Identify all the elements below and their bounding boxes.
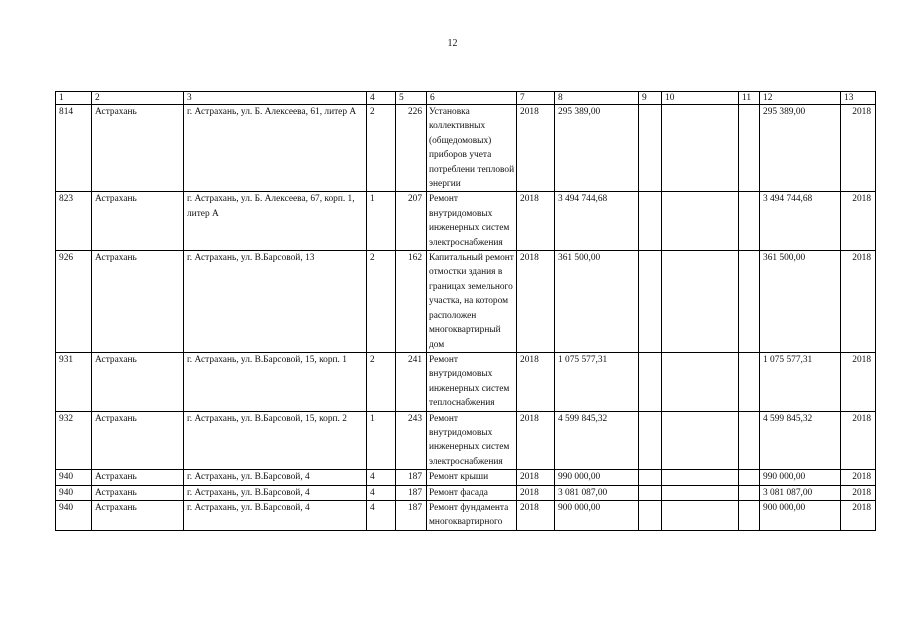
table-row xyxy=(56,105,876,192)
cell-work-type: Капитальный ремонт отмостки здания в границах земельного участка, на котором расположен многоквартирный дом xyxy=(427,251,517,353)
cell-col4: 4 xyxy=(367,470,396,485)
cell-col11 xyxy=(739,485,760,500)
header-cell: 9 xyxy=(639,92,662,105)
cell-col5: 187 xyxy=(396,470,427,485)
cell-address: г. Астрахань, ул. В.Барсовой, 4 xyxy=(184,470,367,485)
header-cell: 10 xyxy=(662,92,739,105)
cell-cost: 3 494 744,68 xyxy=(555,192,639,251)
cell-col10 xyxy=(662,251,739,353)
cell-work-type: Установка коллективных (общедомовых) приборов учета потреблени тепловой энергии xyxy=(427,105,517,192)
header-cell: 12 xyxy=(760,92,841,105)
cell-municipality: Астрахань xyxy=(92,485,184,500)
cell-work-type: Ремонт внутридомовых инженерных систем электроснабжения xyxy=(427,192,517,251)
cell-address: г. Астрахань, ул. В.Барсовой, 4 xyxy=(184,500,367,530)
cell-col5: 207 xyxy=(396,192,427,251)
cell-completion-year: 2018 xyxy=(841,105,876,192)
header-cell: 11 xyxy=(739,92,760,105)
cell-col9 xyxy=(639,251,662,353)
cell-col11 xyxy=(739,470,760,485)
header-cell: 6 xyxy=(427,92,517,105)
header-cell: 3 xyxy=(184,92,367,105)
cell-col5: 241 xyxy=(396,352,427,411)
cell-year: 2018 xyxy=(517,105,555,192)
capital-repair-table xyxy=(55,91,876,531)
cell-col9 xyxy=(639,192,662,251)
cell-address: г. Астрахань, ул. Б. Алексеева, 61, литер А xyxy=(184,105,367,192)
cell-col4: 2 xyxy=(367,352,396,411)
cell-cost: 4 599 845,32 xyxy=(555,411,639,470)
cell-year: 2018 xyxy=(517,251,555,353)
cell-total-cost: 1 075 577,31 xyxy=(760,352,841,411)
cell-cost: 295 389,00 xyxy=(555,105,639,192)
cell-municipality: Астрахань xyxy=(92,411,184,470)
cell-col11 xyxy=(739,352,760,411)
header-cell: 2 xyxy=(92,92,184,105)
cell-col10 xyxy=(662,485,739,500)
cell-col5: 162 xyxy=(396,251,427,353)
cell-work-type: Ремонт внутридомовых инженерных систем теплоснабжения xyxy=(427,352,517,411)
cell-col10 xyxy=(662,470,739,485)
cell-work-type: Ремонт крыши xyxy=(427,470,517,485)
cell-year: 2018 xyxy=(517,192,555,251)
cell-col11 xyxy=(739,192,760,251)
cell-col5: 226 xyxy=(396,105,427,192)
cell-completion-year: 2018 xyxy=(841,352,876,411)
cell-col10 xyxy=(662,105,739,192)
table-row xyxy=(56,485,876,500)
page-number: 12 xyxy=(447,38,458,49)
cell-id: 940 xyxy=(56,470,92,485)
cell-col5: 187 xyxy=(396,485,427,500)
cell-col9 xyxy=(639,470,662,485)
cell-total-cost: 3 494 744,68 xyxy=(760,192,841,251)
cell-work-type: Ремонт внутридомовых инженерных систем электроснабжения xyxy=(427,411,517,470)
cell-completion-year: 2018 xyxy=(841,251,876,353)
cell-col4: 1 xyxy=(367,192,396,251)
cell-year: 2018 xyxy=(517,352,555,411)
cell-col9 xyxy=(639,485,662,500)
cell-address: г. Астрахань, ул. В.Барсовой, 13 xyxy=(184,251,367,353)
header-cell: 5 xyxy=(396,92,427,105)
cell-municipality: Астрахань xyxy=(92,352,184,411)
cell-cost: 900 000,00 xyxy=(555,500,639,530)
cell-address: г. Астрахань, ул. Б. Алексеева, 67, корп. 1, литер А xyxy=(184,192,367,251)
cell-year: 2018 xyxy=(517,411,555,470)
cell-year: 2018 xyxy=(517,500,555,530)
cell-municipality: Астрахань xyxy=(92,105,184,192)
cell-col4: 1 xyxy=(367,411,396,470)
cell-municipality: Астрахань xyxy=(92,470,184,485)
table-row xyxy=(56,500,876,530)
header-cell: 4 xyxy=(367,92,396,105)
cell-col5: 187 xyxy=(396,500,427,530)
cell-year: 2018 xyxy=(517,485,555,500)
cell-col10 xyxy=(662,500,739,530)
cell-municipality: Астрахань xyxy=(92,500,184,530)
cell-address: г. Астрахань, ул. В.Барсовой, 4 xyxy=(184,485,367,500)
cell-col4: 2 xyxy=(367,251,396,353)
cell-municipality: Астрахань xyxy=(92,192,184,251)
cell-completion-year: 2018 xyxy=(841,500,876,530)
cell-col9 xyxy=(639,500,662,530)
cell-total-cost: 295 389,00 xyxy=(760,105,841,192)
cell-col4: 4 xyxy=(367,500,396,530)
cell-work-type: Ремонт фасада xyxy=(427,485,517,500)
header-cell: 13 xyxy=(841,92,876,105)
cell-address: г. Астрахань, ул. В.Барсовой, 15, корп. 2 xyxy=(184,411,367,470)
table-row xyxy=(56,251,876,353)
cell-col11 xyxy=(739,411,760,470)
cell-address: г. Астрахань, ул. В.Барсовой, 15, корп. 1 xyxy=(184,352,367,411)
cell-completion-year: 2018 xyxy=(841,485,876,500)
cell-id: 931 xyxy=(56,352,92,411)
cell-id: 823 xyxy=(56,192,92,251)
cell-col11 xyxy=(739,251,760,353)
cell-total-cost: 4 599 845,32 xyxy=(760,411,841,470)
cell-completion-year: 2018 xyxy=(841,470,876,485)
cell-col10 xyxy=(662,192,739,251)
cell-col5: 243 xyxy=(396,411,427,470)
table-row xyxy=(56,352,876,411)
cell-completion-year: 2018 xyxy=(841,411,876,470)
cell-cost: 1 075 577,31 xyxy=(555,352,639,411)
cell-total-cost: 361 500,00 xyxy=(760,251,841,353)
cell-cost: 990 000,00 xyxy=(555,470,639,485)
cell-id: 940 xyxy=(56,485,92,500)
cell-col11 xyxy=(739,500,760,530)
header-cell: 7 xyxy=(517,92,555,105)
cell-municipality: Астрахань xyxy=(92,251,184,353)
cell-id: 814 xyxy=(56,105,92,192)
cell-id: 932 xyxy=(56,411,92,470)
cell-col10 xyxy=(662,411,739,470)
cell-col10 xyxy=(662,352,739,411)
cell-id: 940 xyxy=(56,500,92,530)
cell-total-cost: 900 000,00 xyxy=(760,500,841,530)
table-row xyxy=(56,470,876,485)
cell-col11 xyxy=(739,105,760,192)
cell-cost: 3 081 087,00 xyxy=(555,485,639,500)
cell-cost: 361 500,00 xyxy=(555,251,639,353)
cell-total-cost: 3 081 087,00 xyxy=(760,485,841,500)
cell-completion-year: 2018 xyxy=(841,192,876,251)
cell-col9 xyxy=(639,352,662,411)
cell-total-cost: 990 000,00 xyxy=(760,470,841,485)
cell-year: 2018 xyxy=(517,470,555,485)
header-cell: 8 xyxy=(555,92,639,105)
cell-col9 xyxy=(639,105,662,192)
cell-col9 xyxy=(639,411,662,470)
cell-col4: 2 xyxy=(367,105,396,192)
header-row xyxy=(56,92,876,105)
cell-col4: 4 xyxy=(367,485,396,500)
header-cell: 1 xyxy=(56,92,92,105)
cell-id: 926 xyxy=(56,251,92,353)
cell-work-type: Ремонт фундамента многоквартирного xyxy=(427,500,517,530)
table-row xyxy=(56,411,876,470)
table-row xyxy=(56,192,876,251)
